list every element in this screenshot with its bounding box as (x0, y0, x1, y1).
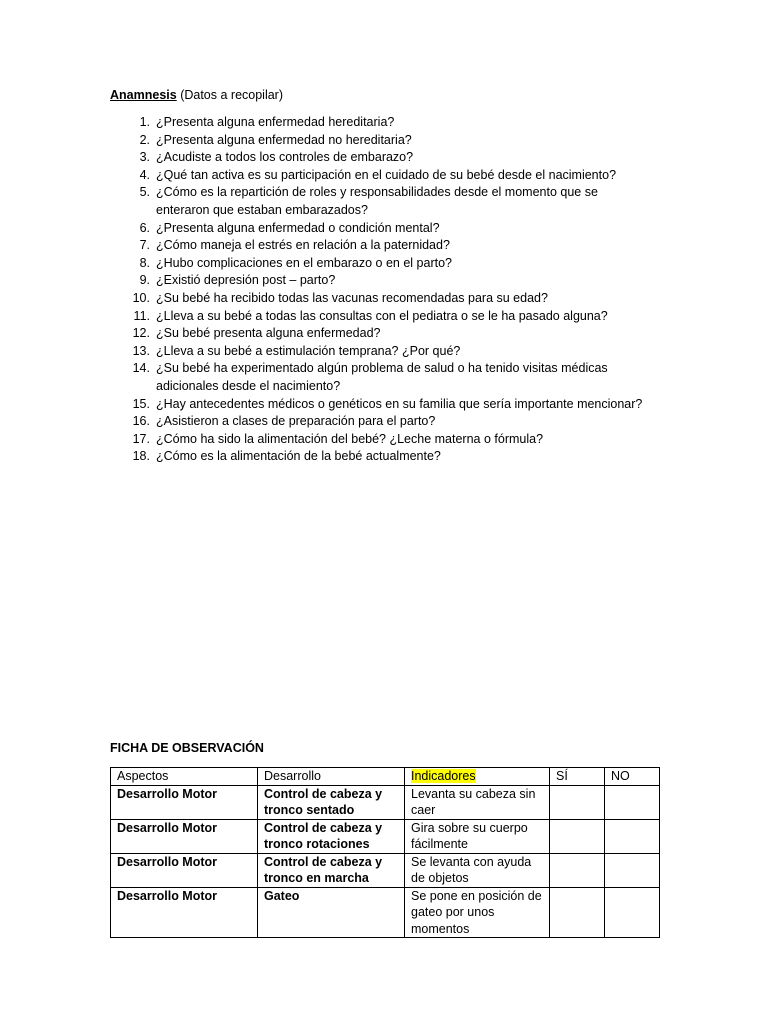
question-number: 2. (139, 132, 150, 147)
question-text: ¿Qué tan activa es su participación en el cuidado de su bebé desde el nacimiento? (156, 167, 617, 182)
list-item (110, 237, 650, 255)
table-row (111, 785, 660, 819)
question-text: ¿Existió depresión post – parto? (156, 273, 336, 288)
cell-aspecto: Desarrollo Motor (111, 785, 258, 819)
question-number: 7. (139, 238, 150, 253)
question-text: ¿Presenta alguna enfermedad o condición mental? (156, 220, 440, 235)
list-item (110, 396, 650, 414)
header-desarrollo: Desarrollo (258, 768, 405, 786)
cell-desarrollo: Control de cabeza y tronco rotaciones (258, 819, 405, 853)
question-text: ¿Cómo maneja el estrés en relación a la paternidad? (156, 238, 450, 253)
cell-no[interactable] (605, 887, 660, 938)
table-row (111, 887, 660, 938)
cell-no[interactable] (605, 819, 660, 853)
question-text: ¿Presenta alguna enfermedad hereditaria? (156, 115, 395, 129)
question-text: ¿Cómo ha sido la alimentación del bebé? ¿Leche materna o fórmula? (156, 431, 544, 446)
question-text: ¿Su bebé presenta alguna enfermedad? (156, 326, 381, 341)
question-text: ¿Su bebé ha experimentado algún problema de salud o ha tenido visitas médicas adicionales desde el nacimiento? (156, 361, 608, 393)
table-header-row (111, 768, 660, 786)
question-number: 15. (132, 396, 150, 411)
question-number: 11. (133, 308, 150, 323)
question-number: 10. (132, 290, 150, 305)
cell-indicador: Levanta su cabeza sin caer (405, 785, 550, 819)
list-item (110, 255, 650, 273)
list-item (110, 325, 650, 343)
question-number: 3. (139, 150, 150, 165)
header-no: NO (605, 768, 660, 786)
cell-no[interactable] (605, 785, 660, 819)
question-number: 14. (132, 361, 150, 376)
table-body (111, 785, 660, 938)
question-text: ¿Hubo complicaciones en el embarazo o en el parto? (156, 255, 453, 270)
cell-no[interactable] (605, 853, 660, 887)
question-text: ¿Su bebé ha recibido todas las vacunas recomendadas para su edad? (156, 290, 548, 305)
header-aspectos: Aspectos (111, 768, 258, 786)
observation-table (110, 767, 660, 938)
list-item (110, 308, 650, 326)
list-item (110, 448, 650, 466)
question-number: 18. (132, 449, 150, 464)
list-item (110, 114, 650, 132)
question-number: 12. (132, 326, 150, 341)
list-item (110, 272, 650, 290)
table-row (111, 853, 660, 887)
question-text: ¿Cómo es la alimentación de la bebé actualmente? (156, 449, 441, 464)
table-row (111, 819, 660, 853)
anamnesis-title: Anamnesis (110, 88, 177, 102)
question-number: 9. (139, 273, 150, 288)
question-text: ¿Hay antecedentes médicos o genéticos en su familia que sería importante mencionar? (156, 396, 643, 411)
question-text: ¿Presenta alguna enfermedad no hereditaria? (156, 132, 412, 147)
question-text: ¿Lleva a su bebé a estimulación temprana? ¿Por qué? (156, 343, 461, 358)
question-text: ¿Acudiste a todos los controles de embarazo? (156, 150, 414, 165)
question-number: 5. (139, 185, 150, 200)
question-text: ¿Cómo es la repartición de roles y responsabilidades desde el momento que se enteraron que estaban embarazados? (156, 185, 598, 217)
cell-aspecto: Desarrollo Motor (111, 819, 258, 853)
question-number: 4. (139, 167, 150, 182)
question-number: 8. (139, 255, 150, 270)
cell-si[interactable] (550, 819, 605, 853)
list-item (110, 149, 650, 167)
list-item (110, 360, 650, 395)
anamnesis-question-list (110, 114, 650, 466)
cell-si[interactable] (550, 887, 605, 938)
question-text: ¿Lleva a su bebé a todas las consultas con el pediatra o se le ha pasado alguna? (156, 308, 608, 323)
list-item (110, 220, 650, 238)
cell-indicador: Se levanta con ayuda de objetos (405, 853, 550, 887)
question-text: ¿Asistieron a clases de preparación para el parto? (156, 414, 436, 429)
ficha-title: FICHA DE OBSERVACIÓN (110, 741, 264, 755)
cell-aspecto: Desarrollo Motor (111, 853, 258, 887)
question-number: 17. (132, 431, 150, 446)
cell-desarrollo: Control de cabeza y tronco en marcha (258, 853, 405, 887)
list-item (110, 184, 650, 219)
cell-si[interactable] (550, 785, 605, 819)
list-item (110, 343, 650, 361)
anamnesis-heading (110, 87, 283, 105)
header-indicadores (405, 768, 550, 786)
cell-indicador: Gira sobre su cuerpo fácilmente (405, 819, 550, 853)
cell-desarrollo: Control de cabeza y tronco sentado (258, 785, 405, 819)
header-si: SÍ (550, 768, 605, 786)
question-number: 13. (132, 343, 150, 358)
cell-indicador: Se pone en posición de gateo por unos momentos (405, 887, 550, 938)
question-number: 6. (139, 220, 150, 235)
highlighted-header-text: Indicadores (411, 769, 476, 783)
question-number: 16. (132, 414, 150, 429)
list-item (110, 431, 650, 449)
cell-si[interactable] (550, 853, 605, 887)
question-number: 1. (139, 115, 150, 129)
list-item (110, 290, 650, 308)
list-item (110, 132, 650, 150)
anamnesis-subtitle: (Datos a recopilar) (180, 88, 284, 102)
list-item (110, 413, 650, 431)
list-item (110, 167, 650, 185)
cell-desarrollo: Gateo (258, 887, 405, 938)
cell-aspecto: Desarrollo Motor (111, 887, 258, 938)
